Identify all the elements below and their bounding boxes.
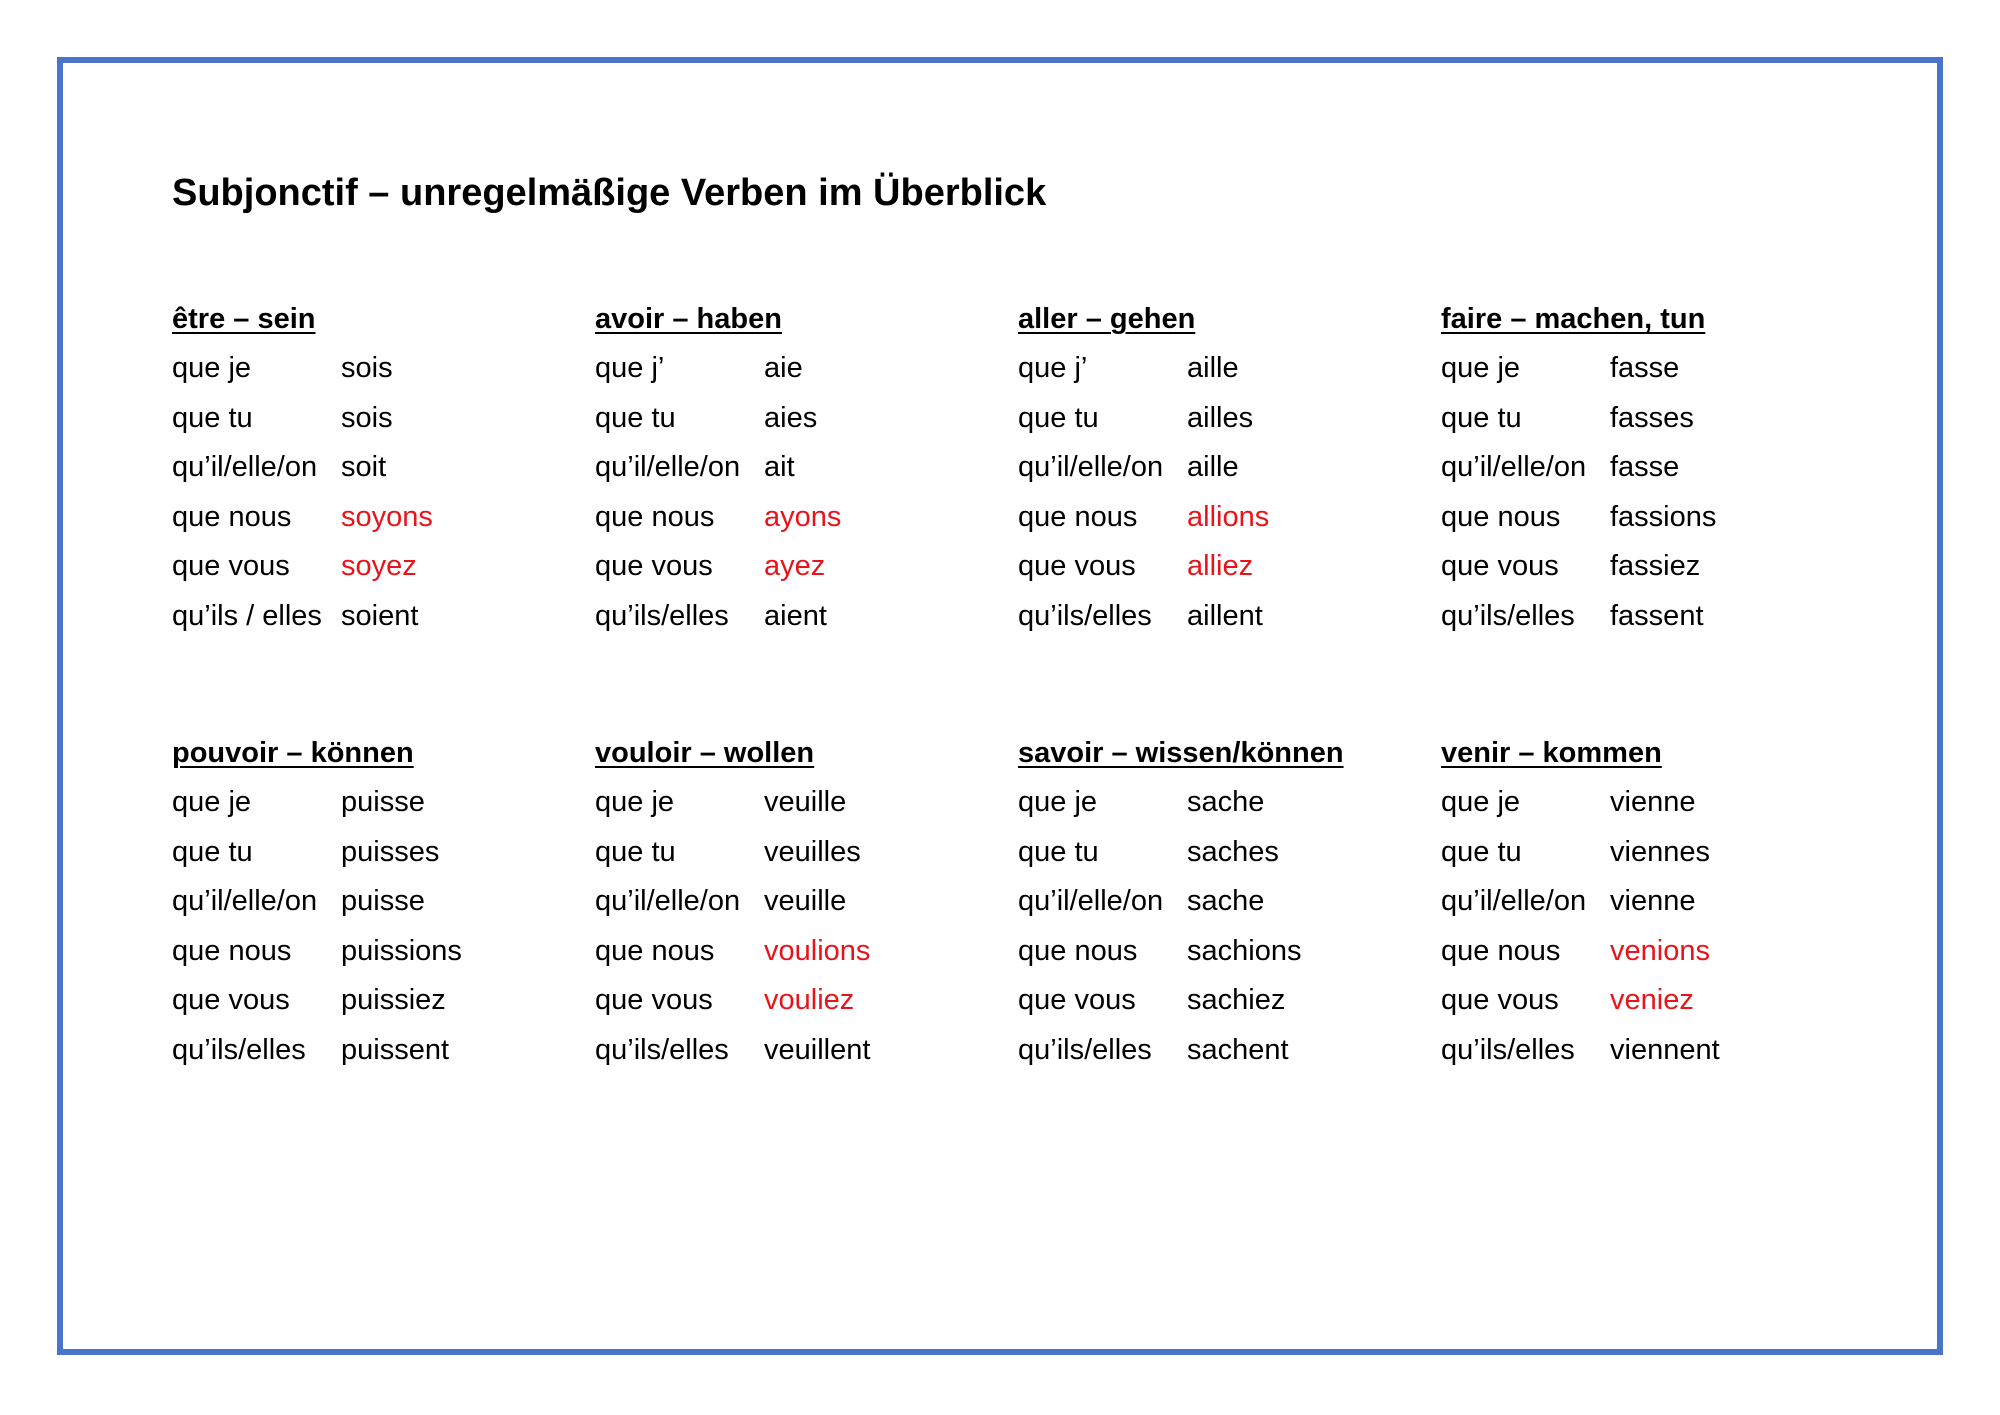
verb-form-irregular: soyez [341,550,417,583]
pronoun: que nous [172,934,292,967]
conjugation-row [595,499,995,539]
conjugation-row [595,933,995,973]
verb-form-irregular: ayons [764,500,842,533]
verb-form: vienne [1610,885,1696,918]
verb-form: aie [764,352,803,384]
verb-form: soient [341,600,419,632]
verb-form: fassions [1610,500,1717,533]
conjugation-row [172,1032,572,1072]
verb-form: fassiez [1610,550,1701,583]
verb-form: aies [764,401,818,434]
pronoun: qu’ils/elles [1018,600,1152,632]
verb-heading: vouloir – wollen [595,737,815,769]
conjugation-row [595,834,995,874]
conjugation-row [1441,449,1841,489]
verb-form: sois [341,401,393,434]
conjugation-row [172,548,572,588]
conjugation-row [172,400,572,440]
conjugation-row [172,598,572,638]
verb-form: sachiez [1187,984,1286,1017]
conjugation-row [172,350,572,390]
conjugation-row [172,883,572,923]
conjugation-row [1441,883,1841,923]
verb-form: aille [1187,451,1239,484]
pronoun: qu’il/elle/on [595,451,741,484]
pronoun: que nous [1441,500,1561,533]
conjugation-row [172,933,572,973]
conjugation-row [1441,598,1841,638]
verb-form: aille [1187,352,1239,384]
verb-form: vienne [1610,786,1696,818]
verb-form: fasse [1610,352,1680,384]
conjugation-row [1018,933,1418,973]
pronoun: que tu [595,401,676,434]
verb-heading: aller – gehen [1018,303,1196,335]
pronoun: qu’il/elle/on [1018,451,1164,484]
verb-form-irregular: soyons [341,500,433,533]
pronoun: que tu [595,835,676,868]
verb-form: veuille [764,885,847,918]
verb-form-irregular: voulions [764,934,871,967]
conjugation-row [1018,982,1418,1022]
verb-form: fassent [1610,600,1704,632]
pronoun: qu’ils/elles [595,600,729,632]
conjugation-row [172,982,572,1022]
verb-form: puisse [341,885,425,918]
pronoun: qu’ils / elles [172,600,322,632]
page-title: Subjonctif – unregelmäßige Verben im Überblick [172,172,1047,214]
pronoun: que tu [1441,835,1522,868]
conjugation-row [1441,834,1841,874]
verb-form: ait [764,451,795,484]
pronoun: que nous [1018,500,1138,533]
pronoun: que tu [1441,401,1522,434]
pronoun: que nous [595,934,715,967]
pronoun: qu’ils/elles [1441,600,1575,632]
verb-heading: être – sein [172,303,316,335]
pronoun: que j’ [1018,352,1088,384]
verb-form: veuillent [764,1034,871,1066]
verb-form-irregular: veniez [1610,984,1694,1017]
conjugation-row [1018,834,1418,874]
pronoun: que tu [1018,835,1099,868]
pronoun: qu’il/elle/on [172,885,318,918]
verb-form: sachions [1187,934,1302,967]
verb-heading: savoir – wissen/können [1018,737,1344,769]
verb-heading: venir – kommen [1441,737,1662,769]
conjugation-row [1441,982,1841,1022]
pronoun: que vous [1441,550,1559,583]
conjugation-row [172,449,572,489]
pronoun: que vous [1441,984,1559,1017]
verb-form-irregular: allions [1187,500,1270,533]
conjugation-row [595,982,995,1022]
conjugation-row [595,598,995,638]
pronoun: que tu [1018,401,1099,434]
pronoun: que je [595,786,675,818]
verb-form: aient [764,600,827,632]
verb-form: puisses [341,835,440,868]
verb-form: saches [1187,835,1279,868]
pronoun: que nous [1441,934,1561,967]
conjugation-row [595,1032,995,1072]
pronoun: que vous [172,550,290,583]
conjugation-row [1441,784,1841,824]
verb-form: viennes [1610,835,1710,868]
verb-form: puissions [341,934,462,967]
pronoun: que tu [172,835,253,868]
pronoun: qu’il/elle/on [1441,451,1587,484]
pronoun: que je [172,786,252,818]
pronoun: que je [1441,786,1521,818]
conjugation-row [595,548,995,588]
pronoun: que vous [595,550,713,583]
conjugation-row [1441,350,1841,390]
verb-form: viennent [1610,1034,1720,1066]
pronoun: que vous [595,984,713,1017]
pronoun: que je [1018,786,1098,818]
verb-form: veuilles [764,835,861,868]
conjugation-row [1018,1032,1418,1072]
pronoun: qu’il/elle/on [1441,885,1587,918]
pronoun: qu’ils/elles [172,1034,306,1066]
conjugation-row [172,499,572,539]
conjugation-row [1441,548,1841,588]
verb-form: puissent [341,1034,450,1066]
verb-form: fasses [1610,401,1694,434]
verb-heading: avoir – haben [595,303,782,335]
verb-heading: pouvoir – können [172,737,414,769]
conjugation-row [595,449,995,489]
conjugation-row [595,350,995,390]
pronoun: qu’ils/elles [1441,1034,1575,1066]
verb-form: fasse [1610,451,1680,484]
pronoun: qu’il/elle/on [595,885,741,918]
pronoun: qu’il/elle/on [172,451,318,484]
verb-form: puisse [341,786,425,818]
conjugation-row [1441,400,1841,440]
pronoun: que vous [1018,550,1136,583]
conjugation-row [595,400,995,440]
conjugation-row [172,834,572,874]
pronoun: qu’ils/elles [595,1034,729,1066]
pronoun: qu’ils/elles [1018,1034,1152,1066]
verb-form-irregular: venions [1610,934,1710,967]
pronoun: que je [172,352,252,384]
conjugation-row [1441,933,1841,973]
pronoun: que nous [1018,934,1138,967]
pronoun: que j’ [595,352,665,384]
verb-form: sache [1187,885,1265,918]
pronoun: que je [1441,352,1521,384]
conjugation-row [1441,499,1841,539]
conjugation-row [1018,449,1418,489]
verb-form-irregular: alliez [1187,550,1254,583]
conjugation-row [1018,548,1418,588]
conjugation-row [172,784,572,824]
verb-form-irregular: ayez [764,550,826,583]
conjugation-row [1018,400,1418,440]
pronoun: que vous [172,984,290,1017]
verb-form-irregular: vouliez [764,984,855,1017]
pronoun: qu’il/elle/on [1018,885,1164,918]
pronoun: que nous [595,500,715,533]
conjugation-row [1018,350,1418,390]
page-frame [57,57,1943,1355]
verb-form: puissiez [341,984,446,1017]
pronoun: que vous [1018,984,1136,1017]
verb-form: veuille [764,786,847,818]
verb-form: sois [341,352,393,384]
conjugation-row [1018,499,1418,539]
pronoun: que tu [172,401,253,434]
verb-form: sachent [1187,1034,1289,1066]
verb-form: sache [1187,786,1265,818]
verb-form: ailles [1187,401,1254,434]
conjugation-row [595,883,995,923]
conjugation-row [595,784,995,824]
conjugation-row [1018,784,1418,824]
conjugation-row [1441,1032,1841,1072]
conjugation-row [1018,598,1418,638]
verb-form: soit [341,451,387,484]
pronoun: que nous [172,500,292,533]
conjugation-row [1018,883,1418,923]
verb-form: aillent [1187,600,1263,632]
verb-heading: faire – machen, tun [1441,303,1706,335]
